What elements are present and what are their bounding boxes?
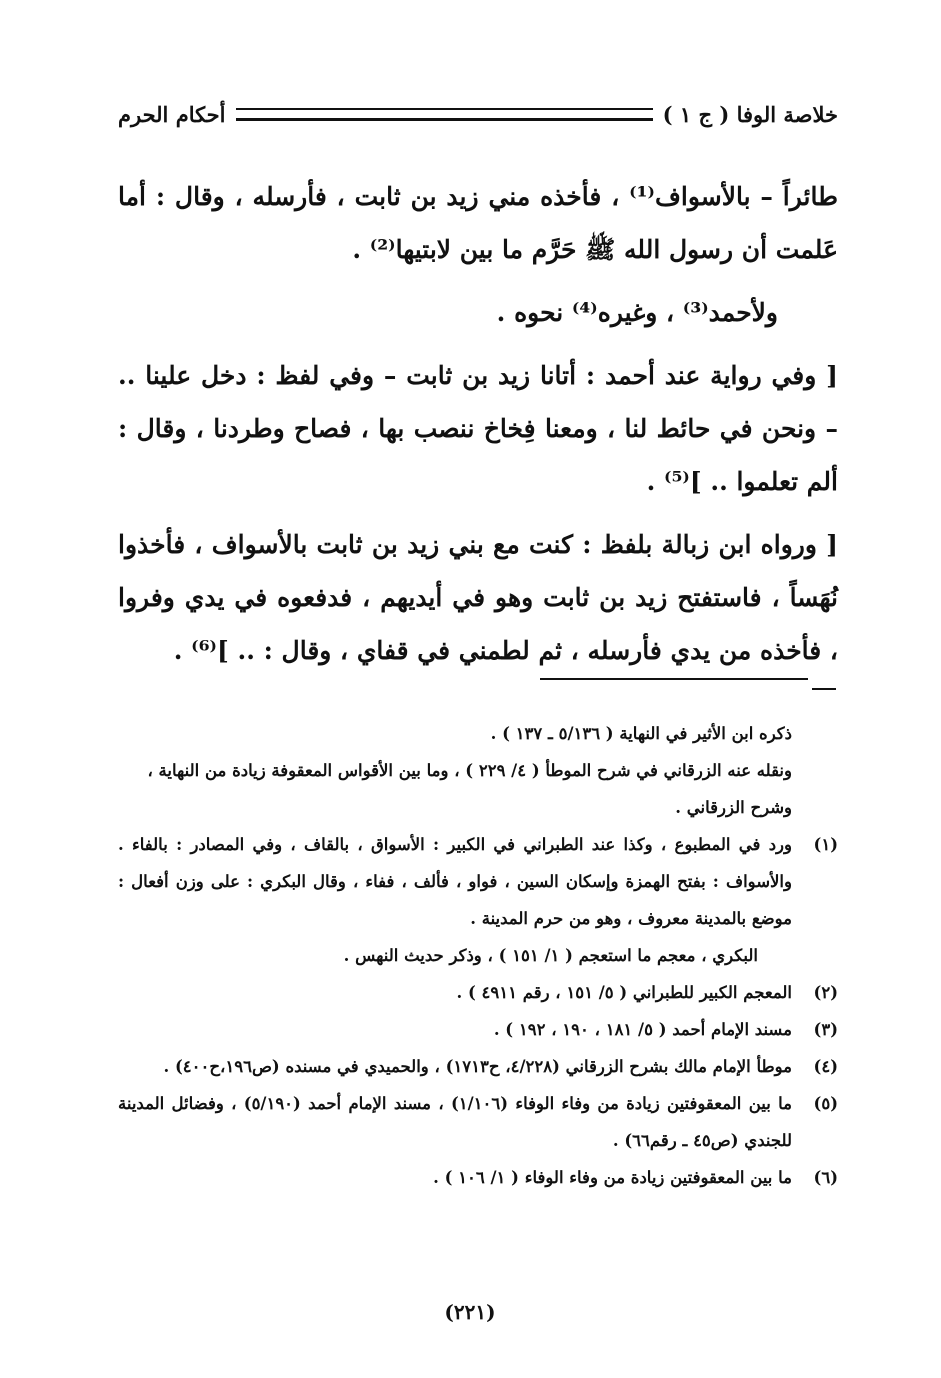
footnote-text: ما بين المعقوفتين زيادة من وفاء الوفاء (١/١٠٦) ، مسند الإمام أحمد (٥/١٩٠) ، وفضائل المدينة للجندي (ص٤٥ ـ رقم٦٦) . [118,1094,792,1150]
main-text [118,170,838,687]
footnote-number: (٢) [813,983,838,1002]
footnote-6 [118,1159,838,1196]
header-rule [236,108,653,121]
paragraph-4: [ ورواه ابن زبالة بلفظ : كنت مع بني زيد بن ثابت بالأسواف ، فأخذوا نُهَساً ، فاستفتح زيد بن ثابت وهو في أيديهم ، فدفعوه في يدي وفروا ، فأخذه من يدي فأرسله ، ثم لطمني في قفاي ، وقال : .. ]⁽⁶⁾ . [118,530,838,665]
book-title: خلاصة الوفا ( ج ١ ) [662,101,838,127]
footnote-text: المعجم الكبير للطبراني ( ٥/ ١٥١ ، رقم ٤٩١١ ) . [456,983,792,1002]
footnote-5 [118,1085,838,1159]
footnotes [118,715,838,1196]
footnote-number: (٦) [813,1168,838,1187]
footnote-preamble-1: ذكره ابن الأثير في النهاية ( ٥/١٣٦ ـ ١٣٧ ) . [490,724,792,743]
footnote-number: (٤) [813,1057,838,1076]
footnote-text: موطأ الإمام مالك بشرح الزرقاني (٤/٢٢٨، ح١٧١٣) ، والحميدي في مسنده (ص١٩٦،ح٤٠٠) . [163,1057,792,1076]
footnote-text: ما بين المعقوفتين زيادة من وفاء الوفاء ( ١/ ١٠٦ ) . [433,1168,792,1187]
section-title: أحكام الحرم [118,101,226,127]
footnote-number: (١) [813,835,838,854]
footnote-text: ورد في المطبوع ، وكذا عند الطبراني في الكبير : الأسواق ، بالقاف ، وفي المصادر : بالفاء . والأسواف : بفتح الهمزة وإسكان السين ، فواو ، فألف ، ففاء ، وقال البكري : على وزن أفعال : موضع بالمدينة معروف ، وهو من حرم المدينة . [118,835,792,928]
page-number: (٢٢١) [444,1300,496,1324]
paragraph-2: ولأحمد⁽³⁾ ، وغيره⁽⁴⁾ نحوه . [496,298,778,327]
paragraph-3: [ وفي رواية عند أحمد : أتانا زيد بن ثابت – وفي لفظ : دخل علينا .. – ونحن في حائط لنا ، ومعنا فِخاخ ننصب بها ، فصاح وطردنا ، وقال : ألم تعلموا .. ]⁽⁵⁾ . [118,361,838,496]
footnote-number: (٥) [813,1094,838,1113]
paragraph-1: طائراً – بالأسواف⁽¹⁾ ، فأخذه مني زيد بن ثابت ، فأرسله ، وقال : أما عَلمت أن رسول الله ﷺ حَرَّم ما بين لابتيها⁽²⁾ . [118,182,839,264]
footnote-preamble-2: ونقله عنه الزرقاني في شرح الموطأ ( ٤/ ٢٢٩ ) ، وما بين الأقواس المعقوفة زيادة من النهاية ، وشرح الزرقاني . [147,761,792,817]
footnote-3 [118,1011,838,1048]
footnote-number: (٣) [813,1020,838,1039]
footnote-separator-dash [812,688,836,690]
footnote-text: مسند الإمام أحمد ( ٥/ ١٨١ ، ١٩٠ ، ١٩٢ ) . [493,1020,792,1039]
footnote-4 [118,1048,838,1085]
footnote-1-continuation: البكري ، معجم ما استعجم ( ١/ ١٥١ ) ، وذكر حديث النهس . [343,946,758,965]
footnote-2 [118,974,838,1011]
footnote-separator [540,678,808,680]
running-header [118,96,838,132]
footnote-1 [118,826,838,937]
